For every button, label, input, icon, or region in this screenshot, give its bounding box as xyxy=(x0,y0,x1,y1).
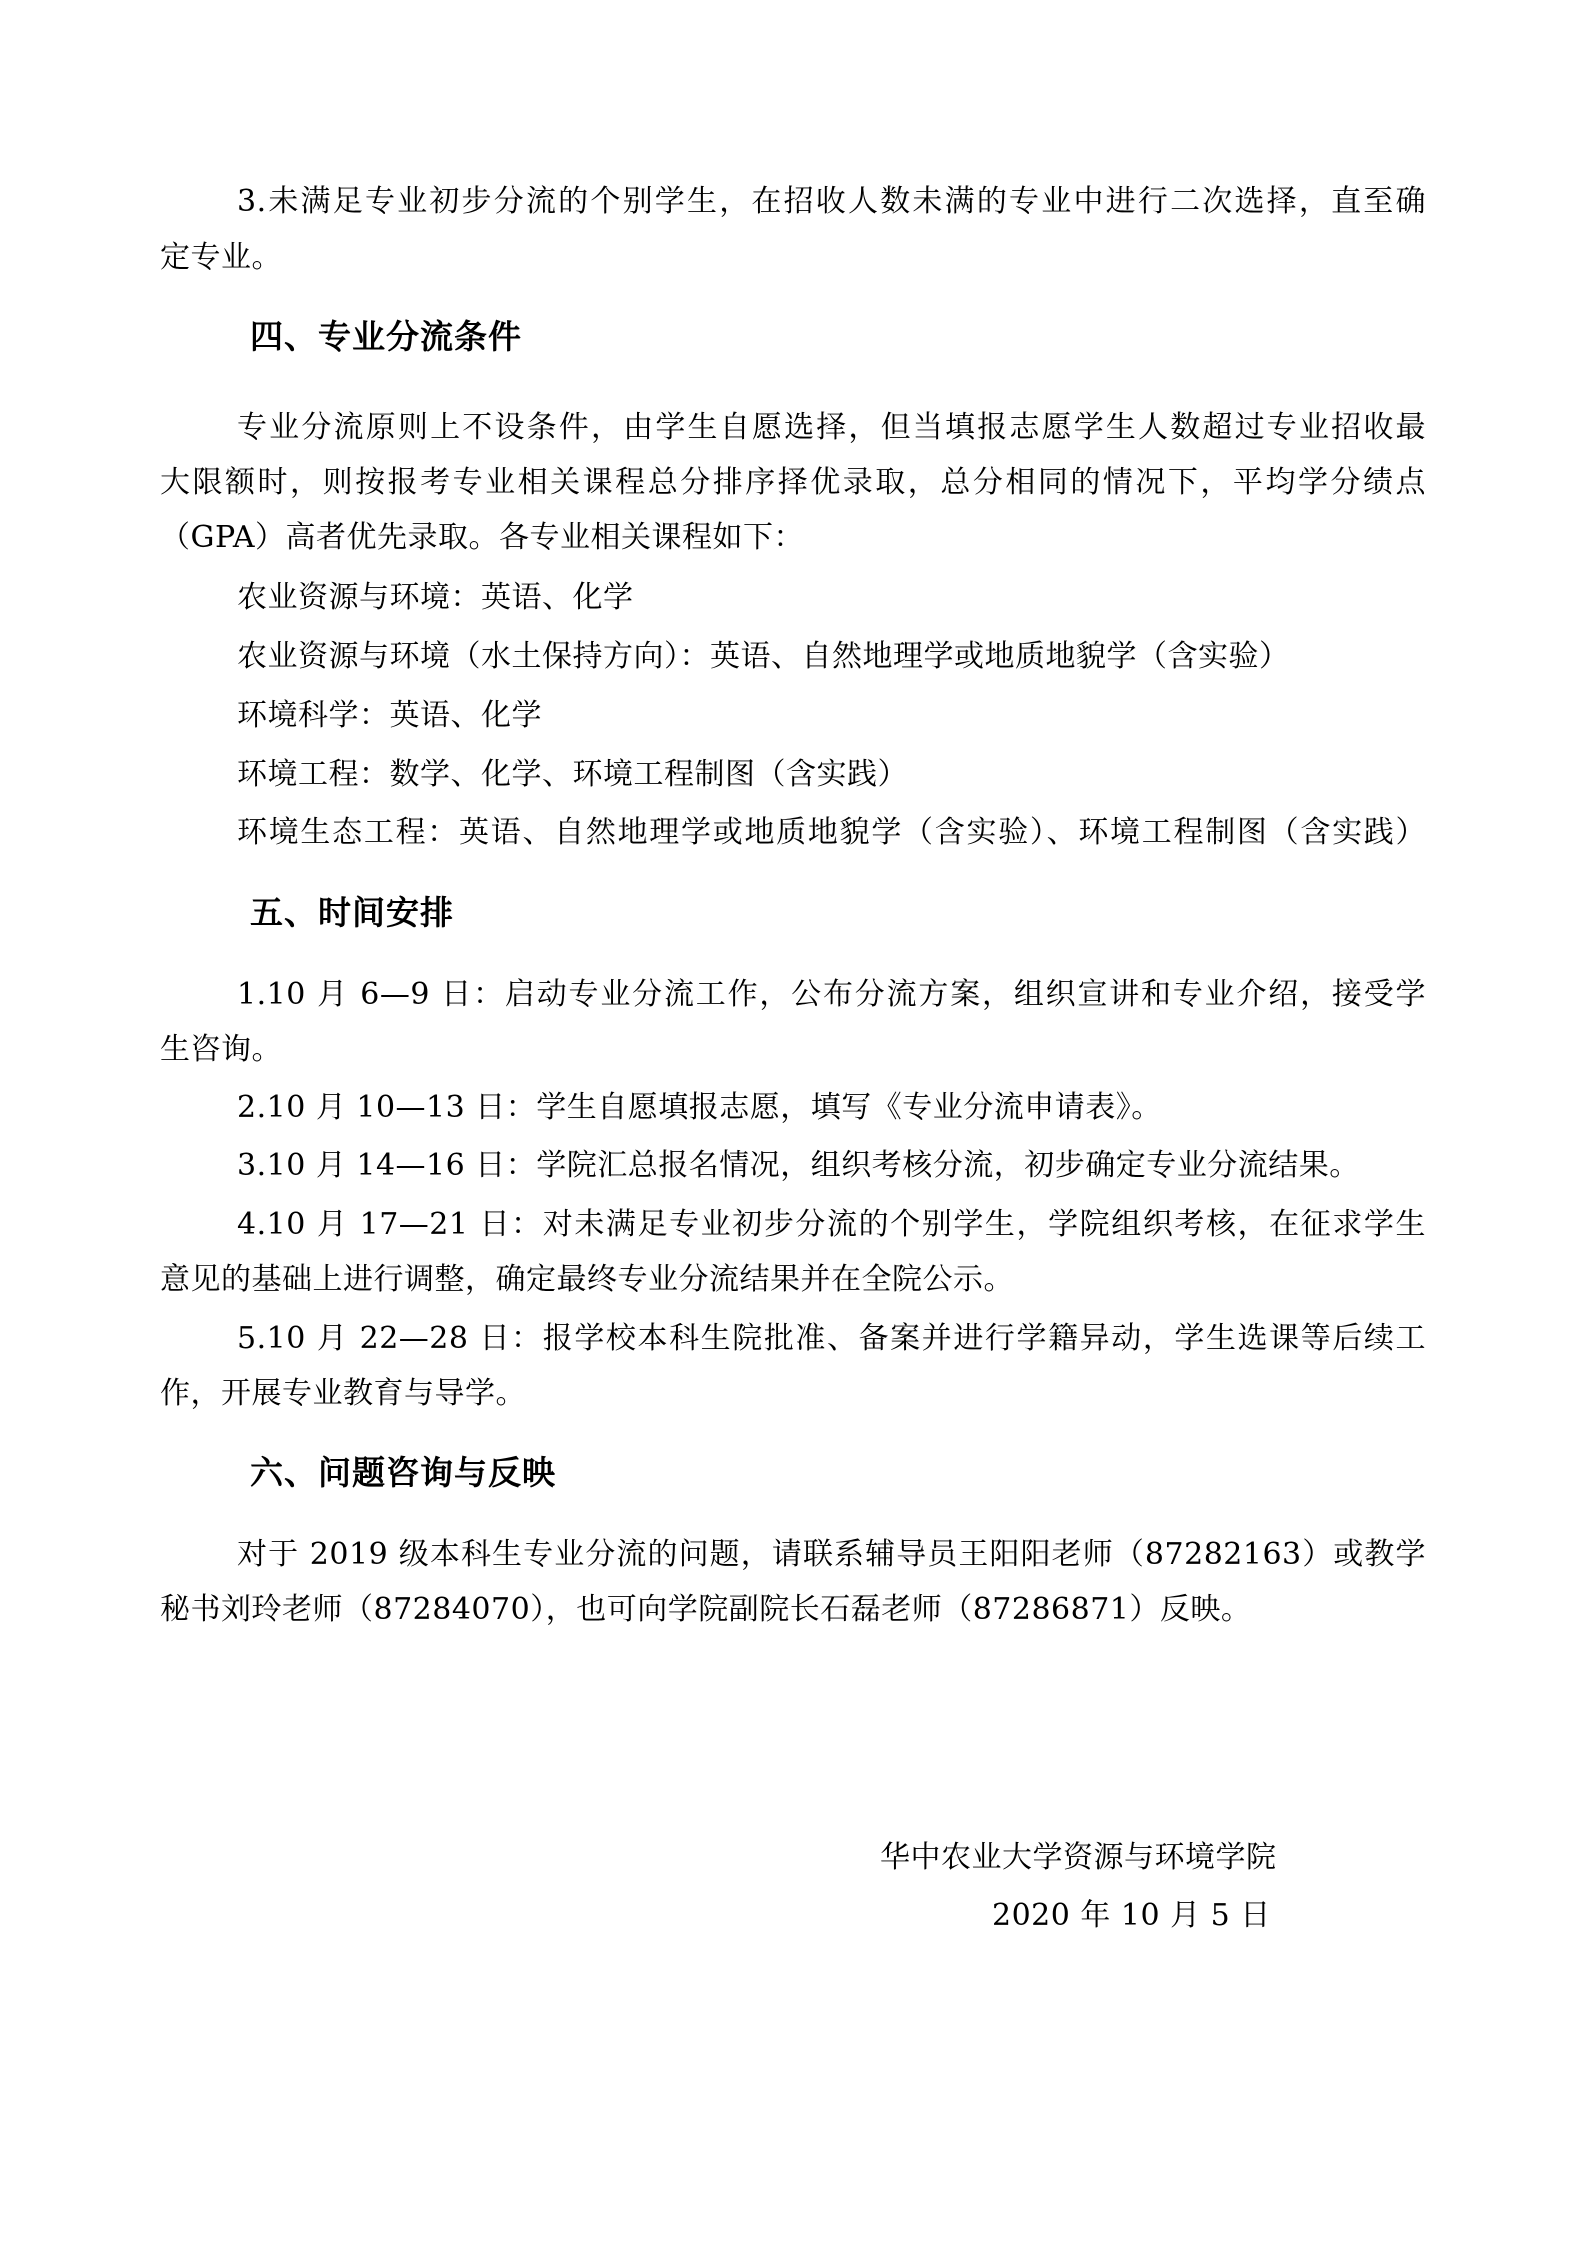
paragraph-line: 作，开展专业教育与导学。 xyxy=(160,1376,526,1411)
signature-org: 华中农业大学资源与环境学院 xyxy=(880,1840,1277,1875)
section-heading: 五、时间安排 xyxy=(250,893,454,932)
paragraph-line: 定专业。 xyxy=(160,240,282,275)
paragraph-line: 3.未满足专业初步分流的个别学生，在招收人数未满的专业中进行二次选择，直至确 xyxy=(237,184,1426,219)
schedule-item: 2.10 月 10—13 日：学生自愿填报志愿，填写《专业分流申请表》。 xyxy=(237,1090,1162,1125)
signature-date: 2020 年 10 月 5 日 xyxy=(992,1898,1271,1933)
course-item: 农业资源与环境：英语、化学 xyxy=(237,580,634,615)
paragraph-line: 1.10 月 6—9 日：启动专业分流工作，公布分流方案，组织宣讲和专业介绍，接受学 xyxy=(237,977,1426,1012)
schedule-item: 3.10 月 14—16 日：学院汇总报名情况，组织考核分流，初步确定专业分流结果。 xyxy=(237,1148,1360,1183)
paragraph-line: 秘书刘玲老师（87284070），也可向学院副院长石磊老师（87286871）反映。 xyxy=(160,1592,1252,1627)
paragraph-line: 4.10 月 17—21 日：对未满足专业初步分流的个别学生，学院组织考核，在征求学生 xyxy=(237,1207,1426,1242)
course-item: 环境科学：英语、化学 xyxy=(237,698,542,733)
paragraph-line: 5.10 月 22—28 日：报学校本科生院批准、备案并进行学籍异动，学生选课等后续工 xyxy=(237,1321,1426,1356)
course-item: 农业资源与环境（水土保持方向）：英语、自然地理学或地质地貌学（含实验） xyxy=(237,639,1290,674)
course-item: 环境工程：数学、化学、环境工程制图（含实践） xyxy=(237,757,908,792)
paragraph-line: （GPA）高者优先录取。各专业相关课程如下： xyxy=(160,520,805,555)
paragraph-line: 对于 2019 级本科生专业分流的问题，请联系辅导员王阳阳老师（87282163）或教学 xyxy=(237,1537,1426,1572)
paragraph-line: 意见的基础上进行调整，确定最终专业分流结果并在全院公示。 xyxy=(160,1262,1014,1297)
paragraph-line: 生咨询。 xyxy=(160,1032,282,1067)
course-item: 环境生态工程：英语、自然地理学或地质地貌学（含实验）、环境工程制图（含实践） xyxy=(237,815,1426,850)
paragraph-line: 大限额时，则按报考专业相关课程总分排序择优录取，总分相同的情况下，平均学分绩点 xyxy=(160,465,1426,500)
section-heading: 四、专业分流条件 xyxy=(250,317,522,356)
section-heading: 六、问题咨询与反映 xyxy=(250,1453,556,1492)
paragraph-line: 专业分流原则上不设条件，由学生自愿选择，但当填报志愿学生人数超过专业招收最 xyxy=(237,410,1426,445)
